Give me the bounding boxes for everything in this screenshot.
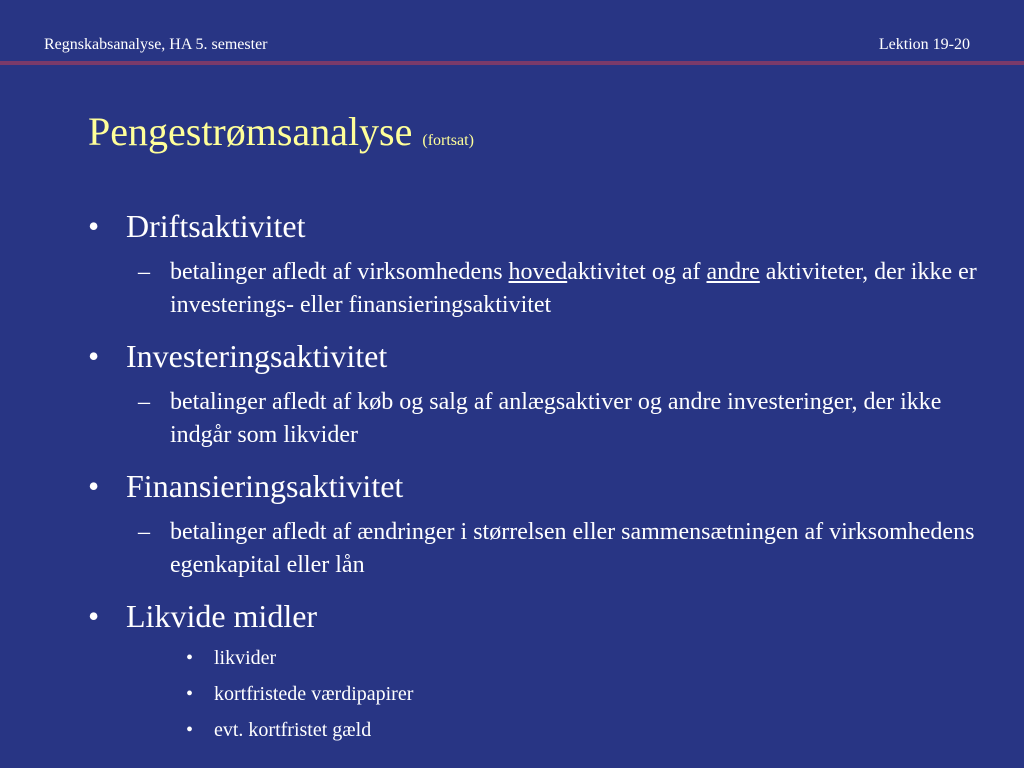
desc-part: aktiviteter, der ikke er investerings- eller finansieringsaktivitet (170, 259, 977, 318)
bullet-dot-icon: • (186, 647, 194, 669)
bullet-driftsaktivitet (88, 202, 988, 250)
underlined-word-andre: andre (706, 259, 760, 285)
bullet-dot-icon: • (88, 338, 100, 374)
desc-text: betalinger afledt af ændringer i størrelsen eller sammensætningen af virksomhedens egenkapital eller lån (170, 519, 975, 578)
bullet-label: Investeringsaktivitet (126, 338, 388, 374)
course-name: Regnskabsanalyse, HA 5. semester (44, 36, 268, 53)
sub-bullet-investeringsaktivitet (88, 386, 988, 452)
bullet-finansieringsaktivitet (88, 462, 988, 510)
slide-content (88, 202, 988, 748)
bullet-label: Driftsaktivitet (126, 208, 306, 244)
desc-part: betalinger afledt af virksomhedens (170, 259, 509, 285)
bullet-dot-icon: • (186, 719, 194, 741)
dash-icon: – (138, 259, 150, 285)
bullet-investeringsaktivitet (88, 332, 988, 380)
slide-header (0, 0, 1024, 64)
sub-item-label: likvider (214, 647, 277, 669)
slide-title (88, 108, 474, 155)
sub-item-likvider (88, 640, 988, 676)
bullet-label: Finansieringsaktivitet (126, 468, 404, 504)
underlined-word-hoved: hoved (508, 259, 568, 285)
sub-item-label: kortfristede værdipapirer (214, 683, 414, 705)
header-divider (0, 61, 1024, 65)
sub-item-label: evt. kortfristet gæld (214, 719, 372, 741)
desc-text: betalinger afledt af køb og salg af anlægsaktiver og andre investeringer, der ikke indgår som likvider (170, 389, 942, 448)
bullet-dot-icon: • (88, 208, 100, 244)
bullet-dot-icon: • (88, 598, 100, 634)
sub-item-kortfristet-gaeld (88, 712, 988, 748)
sub-item-kortfristede-vaerdipapirer (88, 676, 988, 712)
sub-bullet-finansieringsaktivitet (88, 516, 988, 582)
bullet-label: Likvide midler (126, 598, 318, 634)
desc-part: aktivitet og af (567, 259, 707, 285)
bullet-dot-icon: • (88, 468, 100, 504)
dash-icon: – (138, 519, 150, 545)
bullet-likvide-midler (88, 592, 988, 640)
dash-icon: – (138, 389, 150, 415)
sub-bullet-driftsaktivitet (88, 256, 988, 322)
lecture-number: Lektion 19-20 (878, 36, 970, 53)
slide-title-main: Pengestrømsanalyse (88, 109, 413, 154)
bullet-dot-icon: • (186, 683, 194, 705)
slide-title-sub: (fortsat) (422, 132, 474, 149)
